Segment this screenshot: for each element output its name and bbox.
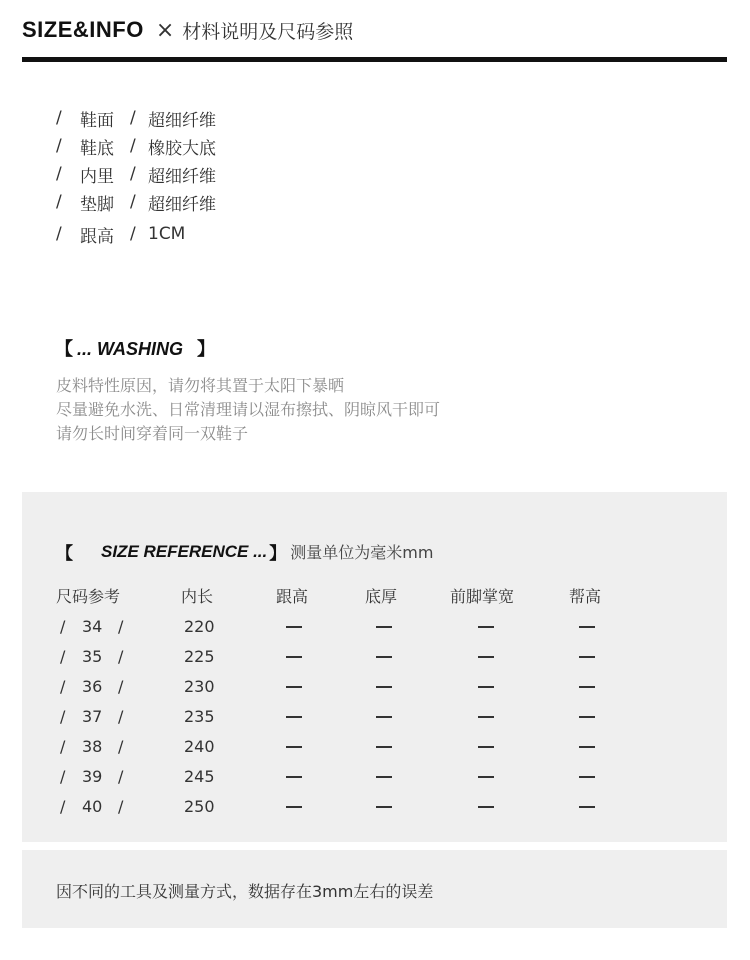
empty-dash (376, 626, 392, 628)
empty-dash (579, 626, 595, 628)
brand-title: SIZE&INFO (22, 17, 144, 42)
bracket-close: 】 (269, 544, 287, 563)
washing-line: 请勿长时间穿着同一双鞋子 (56, 424, 249, 443)
unit-note: 测量单位为毫米mm (290, 543, 434, 562)
washing-instructions (56, 374, 440, 446)
slash-mark: / (118, 797, 124, 816)
empty-dash (478, 746, 494, 748)
bracket-open: 【 (56, 544, 73, 563)
slash-mark: / (118, 737, 124, 756)
header-divider (22, 57, 727, 62)
material-part: 鞋底 (80, 138, 114, 159)
inner-length-value: 250 (184, 797, 215, 816)
material-value: 超细纤维 (148, 110, 216, 131)
size-value: 37 (82, 707, 103, 726)
size-value: 39 (82, 767, 103, 786)
table-row (22, 615, 727, 639)
empty-dash (478, 626, 494, 628)
slash-mark: / (56, 164, 62, 184)
slash-mark: / (60, 677, 66, 696)
empty-dash (376, 656, 392, 658)
material-row (56, 188, 216, 216)
empty-dash (286, 806, 302, 808)
size-value: 38 (82, 737, 103, 756)
slash-mark: / (56, 192, 62, 212)
material-row (56, 104, 216, 132)
column-header: 前脚掌宽 (450, 587, 515, 606)
slash-mark: / (60, 617, 66, 636)
slash-mark: / (60, 647, 66, 666)
empty-dash (579, 716, 595, 718)
slash-mark: / (56, 224, 62, 244)
slash-mark: / (130, 108, 136, 128)
size-value: 35 (82, 647, 103, 666)
empty-dash (478, 806, 494, 808)
empty-dash (286, 746, 302, 748)
empty-dash (286, 716, 302, 718)
size-reference-panel (22, 492, 727, 842)
bracket-open: 【 (55, 339, 73, 359)
slash-mark: / (56, 108, 62, 128)
slash-mark: / (118, 767, 124, 786)
empty-dash (376, 716, 392, 718)
column-header: 内长 (181, 587, 214, 606)
inner-length-value: 230 (184, 677, 215, 696)
empty-dash (478, 716, 494, 718)
size-table-header (22, 585, 727, 609)
empty-dash (376, 686, 392, 688)
material-value: 超细纤维 (148, 194, 216, 215)
washing-title: ... WASHING (77, 339, 184, 359)
size-value: 34 (82, 617, 103, 636)
slash-mark: / (130, 164, 136, 184)
material-value: 橡胶大底 (148, 138, 216, 159)
material-part: 垫脚 (80, 194, 114, 215)
table-row (22, 705, 727, 729)
slash-mark: / (118, 677, 124, 696)
slash-mark: / (60, 797, 66, 816)
material-part: 内里 (80, 166, 114, 187)
inner-length-value: 225 (184, 647, 215, 666)
empty-dash (579, 656, 595, 658)
inner-length-value: 240 (184, 737, 215, 756)
empty-dash (286, 776, 302, 778)
empty-dash (286, 656, 302, 658)
washing-heading (55, 335, 215, 361)
slash-mark: / (118, 647, 124, 666)
material-part: 跟高 (80, 226, 114, 247)
slash-mark: / (118, 707, 124, 726)
table-row (22, 675, 727, 699)
slash-mark: / (130, 136, 136, 156)
table-row (22, 735, 727, 759)
measurement-note: 因不同的工具及测量方式，数据存在3mm左右的误差 (56, 882, 434, 901)
empty-dash (579, 806, 595, 808)
material-value: 1CM (148, 224, 186, 244)
material-row (56, 160, 216, 188)
washing-line: 尽量避免水洗、日常清理请以湿布擦拭、阴晾风干即可 (56, 400, 441, 419)
size-value: 40 (82, 797, 103, 816)
empty-dash (579, 686, 595, 688)
material-part: 鞋面 (80, 110, 114, 131)
materials-list (56, 104, 216, 248)
empty-dash (286, 686, 302, 688)
inner-length-value: 235 (184, 707, 215, 726)
slash-mark: / (130, 224, 136, 244)
column-header: 跟高 (276, 587, 309, 606)
washing-line: 皮料特性原因，请勿将其置于太阳下暴晒 (56, 376, 345, 395)
material-row (56, 220, 216, 248)
empty-dash (579, 746, 595, 748)
material-row (56, 132, 216, 160)
slash-mark: / (60, 767, 66, 786)
empty-dash (376, 746, 392, 748)
inner-length-value: 220 (184, 617, 215, 636)
material-value: 超细纤维 (148, 166, 216, 187)
slash-mark: / (130, 192, 136, 212)
empty-dash (579, 776, 595, 778)
table-row (22, 795, 727, 819)
close-icon: × (155, 17, 175, 43)
empty-dash (376, 776, 392, 778)
empty-dash (478, 686, 494, 688)
table-row (22, 645, 727, 669)
slash-mark: / (118, 617, 124, 636)
slash-mark: / (60, 707, 66, 726)
size-reference-title: SIZE REFERENCE ... (101, 541, 268, 561)
column-header: 帮高 (569, 587, 602, 606)
empty-dash (478, 656, 494, 658)
empty-dash (376, 806, 392, 808)
header (22, 14, 353, 46)
page-subtitle: 材料说明及尺码参照 (182, 20, 354, 43)
table-row (22, 765, 727, 789)
size-reference-heading (56, 539, 433, 564)
inner-length-value: 245 (184, 767, 215, 786)
slash-mark: / (60, 737, 66, 756)
size-value: 36 (82, 677, 103, 696)
column-header: 底厚 (365, 587, 398, 606)
bracket-close: 】 (197, 339, 216, 359)
empty-dash (478, 776, 494, 778)
column-header: 尺码参考 (56, 587, 121, 606)
empty-dash (286, 626, 302, 628)
slash-mark: / (56, 136, 62, 156)
measurement-note-panel (22, 850, 727, 928)
